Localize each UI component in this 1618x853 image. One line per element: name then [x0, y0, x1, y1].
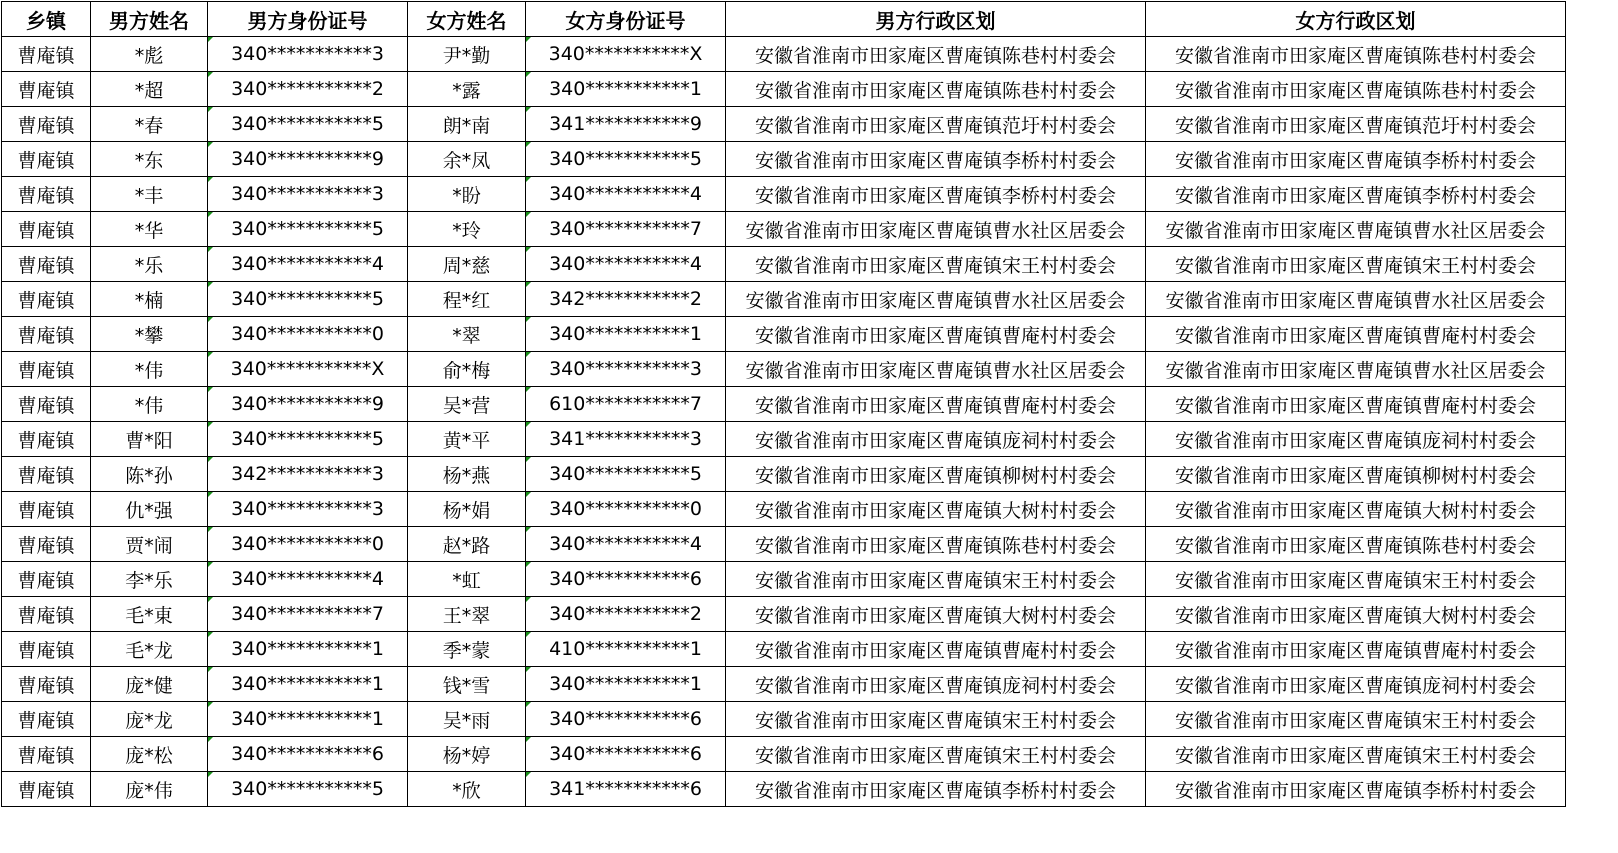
cell-female-id-number[interactable]: 610***********7 — [526, 387, 726, 422]
cell-female-id-number[interactable]: 340***********3 — [526, 352, 726, 387]
cell-male-name[interactable]: *春 — [91, 107, 208, 142]
cell-female-name[interactable]: 尹*勤 — [408, 37, 526, 72]
table-row — [2, 212, 1566, 247]
cell-female-admin-division[interactable]: 安徽省淮南市田家庵区曹庵镇曹水社区居委会 — [1146, 282, 1566, 317]
cell-female-name[interactable]: 吴*营 — [408, 387, 526, 422]
cell-male-name[interactable]: *丰 — [91, 177, 208, 212]
cell-male-id-number[interactable]: 340***********2 — [208, 72, 408, 107]
column-header-female-admin-division[interactable]: 女方行政区划 — [1146, 2, 1566, 37]
cell-female-admin-division[interactable]: 安徽省淮南市田家庵区曹庵镇宋王村村委会 — [1146, 562, 1566, 597]
table-row — [2, 247, 1566, 282]
cell-female-name[interactable]: 俞*梅 — [408, 352, 526, 387]
cell-township[interactable]: 曹庵镇 — [2, 142, 91, 177]
table-row — [2, 317, 1566, 352]
cell-female-id-number[interactable]: 340***********1 — [526, 72, 726, 107]
column-header-female-id-number[interactable]: 女方身份证号 — [526, 2, 726, 37]
cell-female-admin-division[interactable]: 安徽省淮南市田家庵区曹庵镇曹水社区居委会 — [1146, 212, 1566, 247]
table-row — [2, 457, 1566, 492]
cell-female-id-number[interactable]: 340***********5 — [526, 457, 726, 492]
cell-male-id-number[interactable]: 340***********5 — [208, 772, 408, 807]
cell-female-id-number[interactable]: 340***********5 — [526, 142, 726, 177]
cell-male-id-number[interactable]: 340***********0 — [208, 527, 408, 562]
cell-township[interactable]: 曹庵镇 — [2, 247, 91, 282]
cell-male-admin-division[interactable]: 安徽省淮南市田家庵区曹庵镇曹水社区居委会 — [726, 282, 1146, 317]
cell-male-id-number[interactable]: 340***********5 — [208, 422, 408, 457]
marriage-registry-table — [1, 1, 1566, 807]
cell-male-admin-division[interactable]: 安徽省淮南市田家庵区曹庵镇陈巷村村委会 — [726, 37, 1146, 72]
table-row — [2, 177, 1566, 212]
cell-female-admin-division[interactable]: 安徽省淮南市田家庵区曹庵镇李桥村村委会 — [1146, 142, 1566, 177]
cell-female-name[interactable]: *露 — [408, 72, 526, 107]
cell-male-name[interactable]: *彪 — [91, 37, 208, 72]
cell-township[interactable]: 曹庵镇 — [2, 737, 91, 772]
table-row — [2, 737, 1566, 772]
cell-male-admin-division[interactable]: 安徽省淮南市田家庵区曹庵镇庞祠村村委会 — [726, 667, 1146, 702]
cell-female-name[interactable]: 钱*雪 — [408, 667, 526, 702]
cell-female-id-number[interactable]: 340***********0 — [526, 492, 726, 527]
cell-female-name[interactable]: *欣 — [408, 772, 526, 807]
column-header-male-admin-division[interactable]: 男方行政区划 — [726, 2, 1146, 37]
cell-male-id-number[interactable]: 340***********3 — [208, 37, 408, 72]
cell-male-admin-division[interactable]: 安徽省淮南市田家庵区曹庵镇曹庵村村委会 — [726, 632, 1146, 667]
cell-male-admin-division[interactable]: 安徽省淮南市田家庵区曹庵镇宋王村村委会 — [726, 562, 1146, 597]
cell-female-id-number[interactable]: 340***********7 — [526, 212, 726, 247]
cell-female-name[interactable]: 杨*娟 — [408, 492, 526, 527]
cell-male-name[interactable]: 李*乐 — [91, 562, 208, 597]
cell-township[interactable]: 曹庵镇 — [2, 527, 91, 562]
cell-township[interactable]: 曹庵镇 — [2, 352, 91, 387]
cell-female-id-number[interactable]: 342***********2 — [526, 282, 726, 317]
cell-male-id-number[interactable]: 340***********4 — [208, 247, 408, 282]
cell-male-name[interactable]: 庞*松 — [91, 737, 208, 772]
cell-male-id-number[interactable]: 340***********4 — [208, 562, 408, 597]
cell-female-name[interactable]: 王*翠 — [408, 597, 526, 632]
cell-township[interactable]: 曹庵镇 — [2, 317, 91, 352]
cell-female-id-number[interactable]: 340***********1 — [526, 317, 726, 352]
cell-township[interactable]: 曹庵镇 — [2, 597, 91, 632]
cell-female-name[interactable]: 吴*雨 — [408, 702, 526, 737]
cell-female-admin-division[interactable]: 安徽省淮南市田家庵区曹庵镇李桥村村委会 — [1146, 772, 1566, 807]
cell-female-id-number[interactable]: 340***********2 — [526, 597, 726, 632]
cell-male-id-number[interactable]: 340***********3 — [208, 492, 408, 527]
table-row — [2, 387, 1566, 422]
column-header-female-name[interactable]: 女方姓名 — [408, 2, 526, 37]
cell-male-name[interactable]: *东 — [91, 142, 208, 177]
cell-male-name[interactable]: *乐 — [91, 247, 208, 282]
cell-female-name[interactable]: 黄*平 — [408, 422, 526, 457]
cell-male-id-number[interactable]: 340***********X — [208, 352, 408, 387]
cell-female-admin-division[interactable]: 安徽省淮南市田家庵区曹庵镇李桥村村委会 — [1146, 177, 1566, 212]
cell-female-admin-division[interactable]: 安徽省淮南市田家庵区曹庵镇曹水社区居委会 — [1146, 352, 1566, 387]
cell-male-name[interactable]: *超 — [91, 72, 208, 107]
table-row — [2, 702, 1566, 737]
cell-male-admin-division[interactable]: 安徽省淮南市田家庵区曹庵镇宋王村村委会 — [726, 247, 1146, 282]
table-row — [2, 422, 1566, 457]
cell-male-id-number[interactable]: 340***********3 — [208, 177, 408, 212]
cell-male-name[interactable]: 毛*東 — [91, 597, 208, 632]
cell-male-name[interactable]: *伟 — [91, 352, 208, 387]
cell-male-admin-division[interactable]: 安徽省淮南市田家庵区曹庵镇陈巷村村委会 — [726, 527, 1146, 562]
cell-female-id-number[interactable]: 340***********4 — [526, 247, 726, 282]
cell-female-id-number[interactable]: 340***********1 — [526, 667, 726, 702]
cell-male-name[interactable]: *华 — [91, 212, 208, 247]
cell-male-admin-division[interactable]: 安徽省淮南市田家庵区曹庵镇李桥村村委会 — [726, 177, 1146, 212]
cell-male-id-number[interactable]: 340***********7 — [208, 597, 408, 632]
header-row — [2, 2, 1566, 37]
cell-female-admin-division[interactable]: 安徽省淮南市田家庵区曹庵镇柳树村村委会 — [1146, 457, 1566, 492]
table-row — [2, 142, 1566, 177]
cell-township[interactable]: 曹庵镇 — [2, 387, 91, 422]
table-row — [2, 527, 1566, 562]
cell-female-id-number[interactable]: 340***********4 — [526, 177, 726, 212]
column-header-township[interactable]: 乡镇 — [2, 2, 91, 37]
cell-male-name[interactable]: *攀 — [91, 317, 208, 352]
cell-township[interactable]: 曹庵镇 — [2, 212, 91, 247]
cell-male-admin-division[interactable]: 安徽省淮南市田家庵区曹庵镇曹水社区居委会 — [726, 212, 1146, 247]
cell-female-name[interactable]: 程*红 — [408, 282, 526, 317]
table-row — [2, 37, 1566, 72]
cell-male-name[interactable]: 仇*强 — [91, 492, 208, 527]
table-row — [2, 107, 1566, 142]
cell-female-admin-division[interactable]: 安徽省淮南市田家庵区曹庵镇大树村村委会 — [1146, 597, 1566, 632]
table-row — [2, 492, 1566, 527]
cell-male-name[interactable]: *楠 — [91, 282, 208, 317]
cell-male-id-number[interactable]: 340***********6 — [208, 737, 408, 772]
cell-male-admin-division[interactable]: 安徽省淮南市田家庵区曹庵镇曹水社区居委会 — [726, 352, 1146, 387]
cell-male-name[interactable]: 毛*龙 — [91, 632, 208, 667]
cell-female-name[interactable]: *翠 — [408, 317, 526, 352]
cell-female-admin-division[interactable]: 安徽省淮南市田家庵区曹庵镇陈巷村村委会 — [1146, 37, 1566, 72]
cell-township[interactable]: 曹庵镇 — [2, 457, 91, 492]
cell-female-name[interactable]: 杨*婷 — [408, 737, 526, 772]
cell-female-admin-division[interactable]: 安徽省淮南市田家庵区曹庵镇宋王村村委会 — [1146, 702, 1566, 737]
cell-female-admin-division[interactable]: 安徽省淮南市田家庵区曹庵镇陈巷村村委会 — [1146, 72, 1566, 107]
cell-township[interactable]: 曹庵镇 — [2, 422, 91, 457]
cell-male-id-number[interactable]: 340***********5 — [208, 212, 408, 247]
cell-male-id-number[interactable]: 340***********1 — [208, 702, 408, 737]
column-header-male-name[interactable]: 男方姓名 — [91, 2, 208, 37]
cell-female-name[interactable]: 余*凤 — [408, 142, 526, 177]
cell-township[interactable]: 曹庵镇 — [2, 772, 91, 807]
cell-female-admin-division[interactable]: 安徽省淮南市田家庵区曹庵镇庞祠村村委会 — [1146, 667, 1566, 702]
cell-female-admin-division[interactable]: 安徽省淮南市田家庵区曹庵镇曹庵村村委会 — [1146, 632, 1566, 667]
cell-township[interactable]: 曹庵镇 — [2, 702, 91, 737]
cell-female-name[interactable]: 季*蒙 — [408, 632, 526, 667]
cell-female-admin-division[interactable]: 安徽省淮南市田家庵区曹庵镇大树村村委会 — [1146, 492, 1566, 527]
cell-female-id-number[interactable]: 410***********1 — [526, 632, 726, 667]
cell-male-name[interactable]: 贾*闹 — [91, 527, 208, 562]
cell-township[interactable]: 曹庵镇 — [2, 282, 91, 317]
cell-male-admin-division[interactable]: 安徽省淮南市田家庵区曹庵镇庞祠村村委会 — [726, 422, 1146, 457]
cell-female-admin-division[interactable]: 安徽省淮南市田家庵区曹庵镇曹庵村村委会 — [1146, 317, 1566, 352]
table-row — [2, 282, 1566, 317]
cell-male-admin-division[interactable]: 安徽省淮南市田家庵区曹庵镇大树村村委会 — [726, 597, 1146, 632]
table-row — [2, 72, 1566, 107]
table-row — [2, 667, 1566, 702]
cell-female-id-number[interactable]: 341***********6 — [526, 772, 726, 807]
cell-male-admin-division[interactable]: 安徽省淮南市田家庵区曹庵镇范圩村村委会 — [726, 107, 1146, 142]
cell-male-id-number[interactable]: 340***********0 — [208, 317, 408, 352]
cell-female-id-number[interactable]: 340***********4 — [526, 527, 726, 562]
cell-township[interactable]: 曹庵镇 — [2, 492, 91, 527]
cell-male-id-number[interactable]: 340***********5 — [208, 107, 408, 142]
cell-female-id-number[interactable]: 340***********6 — [526, 702, 726, 737]
cell-township[interactable]: 曹庵镇 — [2, 632, 91, 667]
cell-female-id-number[interactable]: 340***********6 — [526, 562, 726, 597]
cell-female-name[interactable]: *玲 — [408, 212, 526, 247]
cell-female-name[interactable]: 周*慈 — [408, 247, 526, 282]
cell-female-admin-division[interactable]: 安徽省淮南市田家庵区曹庵镇宋王村村委会 — [1146, 247, 1566, 282]
cell-male-name[interactable]: 曹*阳 — [91, 422, 208, 457]
cell-female-admin-division[interactable]: 安徽省淮南市田家庵区曹庵镇曹庵村村委会 — [1146, 387, 1566, 422]
cell-male-name[interactable]: 庞*龙 — [91, 702, 208, 737]
cell-female-id-number[interactable]: 341***********3 — [526, 422, 726, 457]
cell-male-id-number[interactable]: 342***********3 — [208, 457, 408, 492]
cell-female-admin-division[interactable]: 安徽省淮南市田家庵区曹庵镇陈巷村村委会 — [1146, 527, 1566, 562]
cell-male-admin-division[interactable]: 安徽省淮南市田家庵区曹庵镇大树村村委会 — [726, 492, 1146, 527]
cell-female-admin-division[interactable]: 安徽省淮南市田家庵区曹庵镇范圩村村委会 — [1146, 107, 1566, 142]
cell-township[interactable]: 曹庵镇 — [2, 562, 91, 597]
table-row — [2, 632, 1566, 667]
cell-male-admin-division[interactable]: 安徽省淮南市田家庵区曹庵镇宋王村村委会 — [726, 702, 1146, 737]
cell-female-name[interactable]: *虹 — [408, 562, 526, 597]
table-row — [2, 562, 1566, 597]
table-row — [2, 597, 1566, 632]
cell-male-admin-division[interactable]: 安徽省淮南市田家庵区曹庵镇李桥村村委会 — [726, 772, 1146, 807]
cell-township[interactable]: 曹庵镇 — [2, 107, 91, 142]
cell-township[interactable]: 曹庵镇 — [2, 37, 91, 72]
cell-female-name[interactable]: *盼 — [408, 177, 526, 212]
cell-male-admin-division[interactable]: 安徽省淮南市田家庵区曹庵镇曹庵村村委会 — [726, 387, 1146, 422]
cell-male-name[interactable]: *伟 — [91, 387, 208, 422]
table-row — [2, 772, 1566, 807]
cell-male-id-number[interactable]: 340***********9 — [208, 387, 408, 422]
cell-female-id-number[interactable]: 341***********9 — [526, 107, 726, 142]
cell-female-name[interactable]: 赵*路 — [408, 527, 526, 562]
cell-male-name[interactable]: 庞*健 — [91, 667, 208, 702]
cell-male-name[interactable]: 陈*孙 — [91, 457, 208, 492]
cell-male-admin-division[interactable]: 安徽省淮南市田家庵区曹庵镇宋王村村委会 — [726, 737, 1146, 772]
cell-male-id-number[interactable]: 340***********9 — [208, 142, 408, 177]
cell-female-admin-division[interactable]: 安徽省淮南市田家庵区曹庵镇庞祠村村委会 — [1146, 422, 1566, 457]
table-row — [2, 352, 1566, 387]
cell-male-admin-division[interactable]: 安徽省淮南市田家庵区曹庵镇陈巷村村委会 — [726, 72, 1146, 107]
cell-male-admin-division[interactable]: 安徽省淮南市田家庵区曹庵镇李桥村村委会 — [726, 142, 1146, 177]
cell-township[interactable]: 曹庵镇 — [2, 72, 91, 107]
cell-female-admin-division[interactable]: 安徽省淮南市田家庵区曹庵镇宋王村村委会 — [1146, 737, 1566, 772]
table-body — [2, 37, 1566, 807]
cell-female-id-number[interactable]: 340***********X — [526, 37, 726, 72]
cell-male-admin-division[interactable]: 安徽省淮南市田家庵区曹庵镇柳树村村委会 — [726, 457, 1146, 492]
cell-male-id-number[interactable]: 340***********1 — [208, 667, 408, 702]
cell-township[interactable]: 曹庵镇 — [2, 177, 91, 212]
cell-male-name[interactable]: 庞*伟 — [91, 772, 208, 807]
column-header-male-id-number[interactable]: 男方身份证号 — [208, 2, 408, 37]
cell-female-name[interactable]: 朗*南 — [408, 107, 526, 142]
cell-male-id-number[interactable]: 340***********1 — [208, 632, 408, 667]
cell-female-name[interactable]: 杨*燕 — [408, 457, 526, 492]
cell-female-id-number[interactable]: 340***********6 — [526, 737, 726, 772]
cell-township[interactable]: 曹庵镇 — [2, 667, 91, 702]
cell-male-admin-division[interactable]: 安徽省淮南市田家庵区曹庵镇曹庵村村委会 — [726, 317, 1146, 352]
cell-male-id-number[interactable]: 340***********5 — [208, 282, 408, 317]
